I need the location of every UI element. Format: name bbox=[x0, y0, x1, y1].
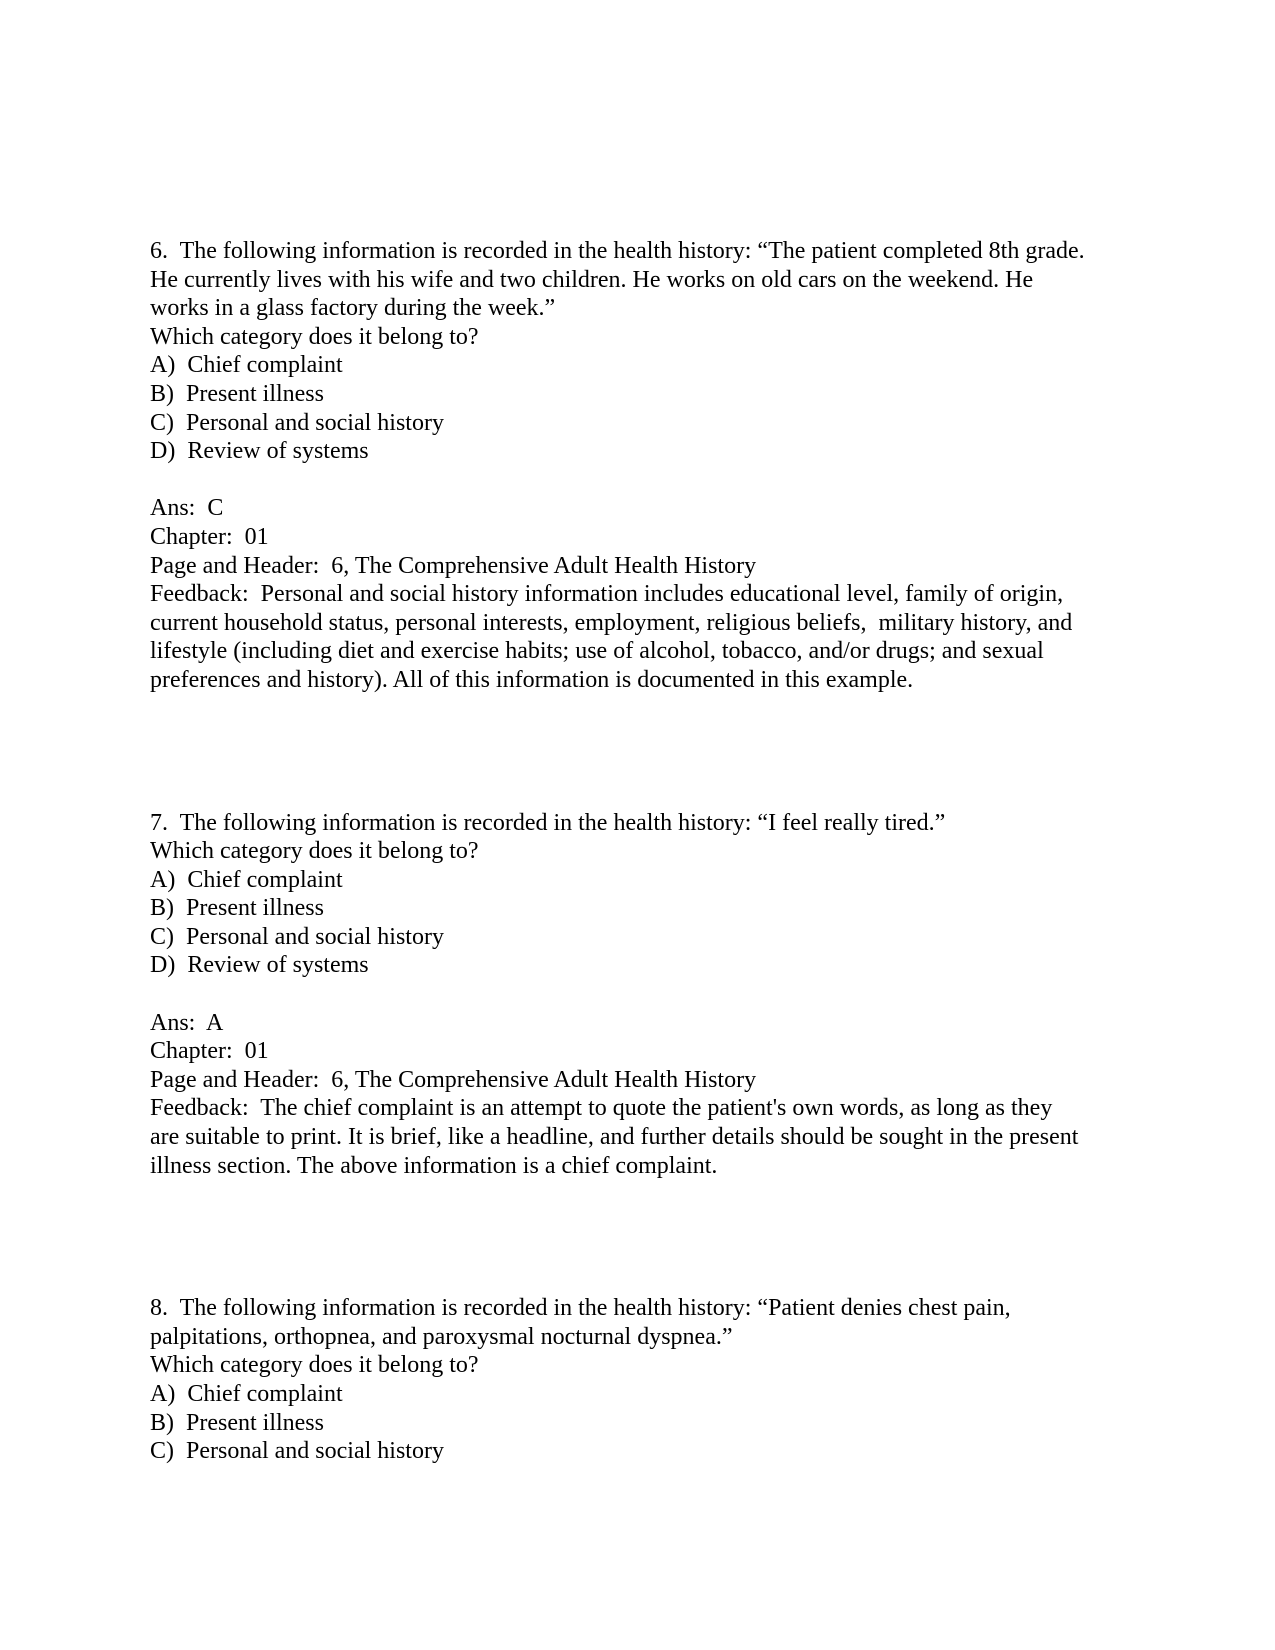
document-page bbox=[150, 237, 1130, 1466]
feedback-line: preferences and history). All of this information is documented in this example. bbox=[150, 666, 914, 693]
answer-option-b: B) Present illness bbox=[150, 380, 324, 407]
question-6 bbox=[150, 237, 1130, 695]
question-stem-line: palpitations, orthopnea, and paroxysmal nocturnal dyspnea.” bbox=[150, 1323, 733, 1350]
question-7 bbox=[150, 809, 1130, 1181]
question-stem-line: 6. The following information is recorded in the health history: “The patient completed 8th grade. bbox=[150, 238, 1085, 264]
answer-option-c: C) Personal and social history bbox=[150, 923, 444, 950]
answer-option-a: A) Chief complaint bbox=[150, 1381, 343, 1407]
answer-option-c: C) Personal and social history bbox=[150, 1438, 444, 1465]
question-stem-line: 8. The following information is recorded in the health history: “Patient denies chest pain, bbox=[150, 1295, 1011, 1322]
question-8 bbox=[150, 1294, 1130, 1466]
answer-key: Ans: A bbox=[150, 1009, 224, 1036]
question-prompt: Which category does it belong to? bbox=[150, 323, 479, 350]
feedback-line: current household status, personal interests, employment, religious beliefs, military history, and bbox=[150, 609, 1073, 636]
answer-option-b: B) Present illness bbox=[150, 1409, 324, 1436]
chapter-ref: Chapter: 01 bbox=[150, 523, 269, 550]
question-stem-line: works in a glass factory during the week.” bbox=[150, 295, 556, 322]
feedback-line: illness section. The above information is a chief complaint. bbox=[150, 1152, 718, 1179]
question-stem-line: He currently lives with his wife and two children. He works on old cars on the weekend. He bbox=[150, 266, 1034, 293]
question-prompt: Which category does it belong to? bbox=[150, 838, 479, 865]
answer-key: Ans: C bbox=[150, 495, 224, 522]
chapter-ref: Chapter: 01 bbox=[150, 1038, 269, 1065]
feedback-line: Feedback: The chief complaint is an attempt to quote the patient's own words, as long as they bbox=[150, 1095, 1053, 1122]
blank-line bbox=[150, 980, 1130, 1009]
question-prompt: Which category does it belong to? bbox=[150, 1352, 479, 1379]
answer-option-d: D) Review of systems bbox=[150, 438, 369, 465]
page-header-ref: Page and Header: 6, The Comprehensive Adult Health History bbox=[150, 1066, 757, 1093]
page-header-ref: Page and Header: 6, The Comprehensive Adult Health History bbox=[150, 552, 757, 579]
feedback-line: lifestyle (including diet and exercise habits; use of alcohol, tobacco, and/or drugs; and sexual bbox=[150, 638, 1044, 665]
question-separator bbox=[150, 1180, 1130, 1294]
answer-option-b: B) Present illness bbox=[150, 895, 324, 922]
question-stem-line: 7. The following information is recorded in the health history: “I feel really tired.” bbox=[150, 809, 946, 836]
answer-option-c: C) Personal and social history bbox=[150, 409, 444, 436]
answer-option-d: D) Review of systems bbox=[150, 952, 369, 979]
answer-option-a: A) Chief complaint bbox=[150, 352, 343, 379]
feedback-line: Feedback: Personal and social history information includes educational level, family of origin, bbox=[150, 581, 1064, 608]
answer-option-a: A) Chief complaint bbox=[150, 866, 343, 893]
blank-line bbox=[150, 466, 1130, 495]
question-separator bbox=[150, 695, 1130, 809]
feedback-line: are suitable to print. It is brief, like a headline, and further details should be sought in the present bbox=[150, 1124, 1079, 1151]
